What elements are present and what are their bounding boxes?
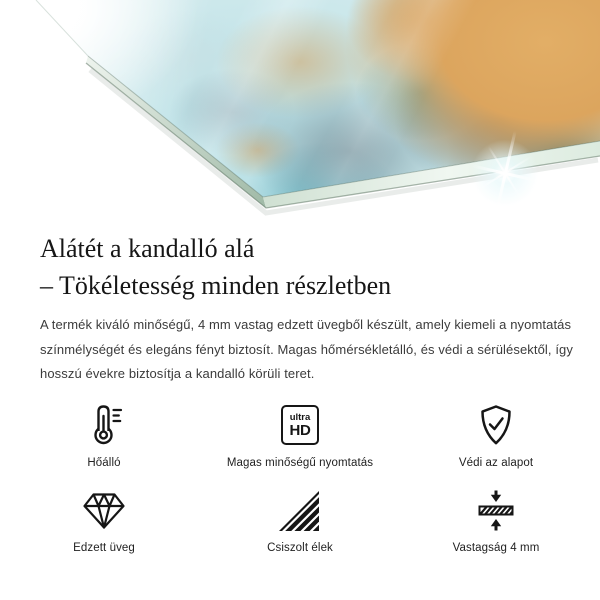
feature-label: Csiszolt élek xyxy=(267,542,333,554)
diamond-icon xyxy=(81,487,127,533)
feature-heat-resistant xyxy=(6,402,202,469)
features-grid xyxy=(0,402,600,554)
page-title xyxy=(40,230,391,304)
title-line-2: – Tökéletesség minden részletben xyxy=(40,271,392,300)
feature-label: Magas minőségű nyomtatás xyxy=(226,457,374,469)
ultra-hd-icon: ultra HD xyxy=(281,402,319,448)
product-photo xyxy=(0,0,600,230)
product-description xyxy=(40,313,573,387)
title-line-1: Alátét a kandalló alá xyxy=(40,234,255,263)
description-line: A termék kiváló minőségű, 4 mm vastag edzett üvegből készült, amely kiemeli a nyomtatás xyxy=(40,317,572,332)
feature-label: Vastagság 4 mm xyxy=(452,542,540,554)
feature-label: Védi az alapot xyxy=(458,457,534,469)
feature-high-quality-print xyxy=(202,402,398,469)
feature-label: Hőálló xyxy=(87,457,121,469)
shield-check-icon xyxy=(473,402,519,448)
glass-edge xyxy=(0,0,600,230)
polished-edges-icon xyxy=(277,487,323,533)
description-line: színmélységét és elegáns fényt biztosít. Magas hőmérsékletálló, és védi a sérülésektől, így xyxy=(40,341,573,357)
description-line: hosszú évekre biztosítja a kandalló körüli teret. xyxy=(40,366,315,381)
thickness-icon xyxy=(473,487,519,533)
thermometer-icon xyxy=(81,402,127,448)
feature-polished-edges xyxy=(202,487,398,554)
feature-tempered-glass xyxy=(6,487,202,554)
feature-label: Edzett üveg xyxy=(73,542,135,554)
feature-thickness xyxy=(398,487,594,554)
feature-protects-base xyxy=(398,402,594,469)
